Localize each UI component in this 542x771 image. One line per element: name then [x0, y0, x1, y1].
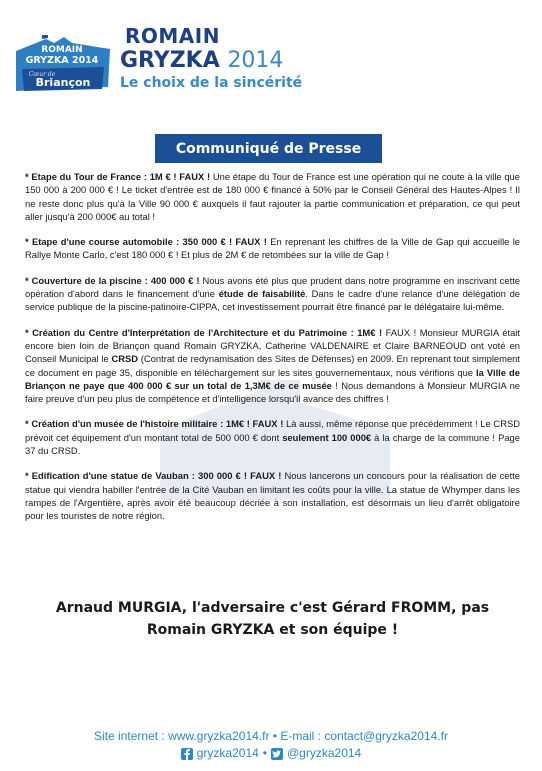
bold-text-run: * Création du Centre d'Interprétation de l'Architecture et du Patrimoine : 1M€ ! — [25, 326, 383, 338]
text-run: ! Nous demandons à Monsieur MURGIA ne faire preuve d'un peu plus de compétence et d'intelligence lorsqu'il avance des chiffres ! — [25, 379, 520, 405]
candidate-last-name-line — [120, 48, 302, 74]
text-run: Nous avons été plus que prudent dans notre programme en inscrivant cette opération d'abord dans le financement d'une — [25, 274, 521, 300]
campaign-logo — [12, 35, 114, 97]
bold-text-run: * Etape du Tour de France : 1M € ! FAUX ! — [25, 171, 211, 182]
bold-text-run: * Edification d'une statue de Vauban : 300 000 € ! FAUX ! — [25, 470, 282, 482]
footer — [0, 728, 542, 762]
campaign-year: 2014 — [227, 48, 284, 73]
paragraph — [25, 417, 520, 457]
text-run: En reprenant les chiffres de la Ville de Gap qui accueille le Rallye Monte Carlo, c'est 180 000 € ! Et plus de 2M € de retombées sur la ville de Gap ! — [25, 236, 520, 261]
text-run: Une étape du Tour de France est une opération qui ne coute à la ville que 150 000 à 200 000 € ! Le ticket d'entrée est de 180 000 € financé à 50% par le Conseil Général des Hautes-Alpes ! Il ne reste donc plus qu'à la Ville 90 000 € auxquels il faut rajouter la partie communication et préparation, ce qui peut aller jusqu'à 200 000€ au total ! — [25, 171, 520, 222]
facebook-handle[interactable]: gryzka2014 — [196, 746, 259, 760]
footer-separator-2: • — [262, 746, 267, 760]
text-run: Nous lancerons un concours pour la réalisation de cette statue qui viendra habiller l'entrée de la Cité Vauban en limitant les coûts pour la ville. La statue de Whymper dans les rampes de l'Argentière, après avoir été beaucoup décriée à son installation, est désormais un lieu d'arrêt obligatoire pour les touristes de notre région. — [25, 470, 520, 522]
twitter-icon — [271, 748, 283, 760]
closing-statement: Arnaud MURGIA, l'adversaire c'est Gérard FROMM, pas Romain GRYZKA et son équipe ! — [55, 600, 490, 638]
candidate-last-name: GRYZKA — [120, 48, 220, 73]
campaign-slogan: Le choix de la sincérité — [120, 75, 303, 91]
footer-contact-row — [0, 728, 542, 745]
logo-line4: Briançon — [35, 76, 91, 89]
footer-separator: • — [269, 729, 281, 743]
candidate-first-name: ROMAIN — [125, 24, 220, 48]
text-run: à la charge de la commune ! Page 37 du CRSD. — [25, 431, 520, 457]
press-body — [25, 170, 520, 535]
facebook-icon — [181, 748, 193, 760]
text-run: (Contrat de redynamisation des Sites de Défenses) en 2009. En reprenant tout simplement ce document en page 35, disponible en téléchargement sur les sites gouvernementaux, nous vérifions que — [25, 353, 520, 378]
logo-line2: GRYZKA 2014 — [25, 55, 99, 66]
email-label: E-mail : — [280, 729, 325, 743]
press-release-title: Communiqué de Presse — [155, 134, 382, 163]
logo-line1: ROMAIN — [41, 45, 83, 55]
text-run: Là aussi, même réponse que précédemment ! Le CRSD prévoit cet équipement d'un montant total de 500 000 € dont — [25, 418, 520, 443]
text-run: . Dans le cadre d'une relance d'une délégation de service publique de la piscine-patinoire-CIPPA, cet investissement pourrait être financé par le délégataire lui-même. — [25, 288, 521, 313]
bold-text-run: CRSD — [111, 353, 139, 365]
bold-text-run: * Couverture de la piscine : 400 000 € ! — [25, 274, 200, 286]
brand-header — [120, 26, 302, 91]
paragraph — [25, 469, 520, 522]
paragraph — [25, 170, 520, 223]
bold-text-run: * Création d'un musée de l'histoire militaire : 1M€ ! FAUX ! — [25, 418, 284, 430]
footer-social-row — [0, 745, 542, 762]
twitter-handle[interactable]: @gryzka2014 — [287, 746, 362, 760]
bold-text-run: * Etape d'une course automobile : 350 000 € ! FAUX ! — [25, 236, 267, 248]
bold-text-run: la Ville de Briançon ne paye que 400 000 € sur un total de 1,3M€ de ce musée — [25, 366, 520, 391]
bold-text-run: seulement 100 000€ — [282, 431, 372, 443]
logo-line3: Cœur de — [28, 71, 56, 78]
paragraph — [25, 326, 520, 406]
site-label: Site internet : — [94, 729, 169, 743]
bold-text-run: étude de faisabilité — [218, 288, 306, 300]
site-link[interactable]: www.gryzka2014.fr — [168, 729, 270, 743]
paragraph — [25, 235, 520, 262]
text-run: FAUX ! Monsieur MURGIA était encore bien loin de Briançon quand Romain GRYZKA, Catherine VALDENAIRE et Claire BARNEOUD ont voté en Conseil Municipal le — [25, 326, 520, 365]
paragraph — [25, 274, 520, 314]
email-link[interactable]: contact@gryzka2014.fr — [324, 729, 448, 743]
